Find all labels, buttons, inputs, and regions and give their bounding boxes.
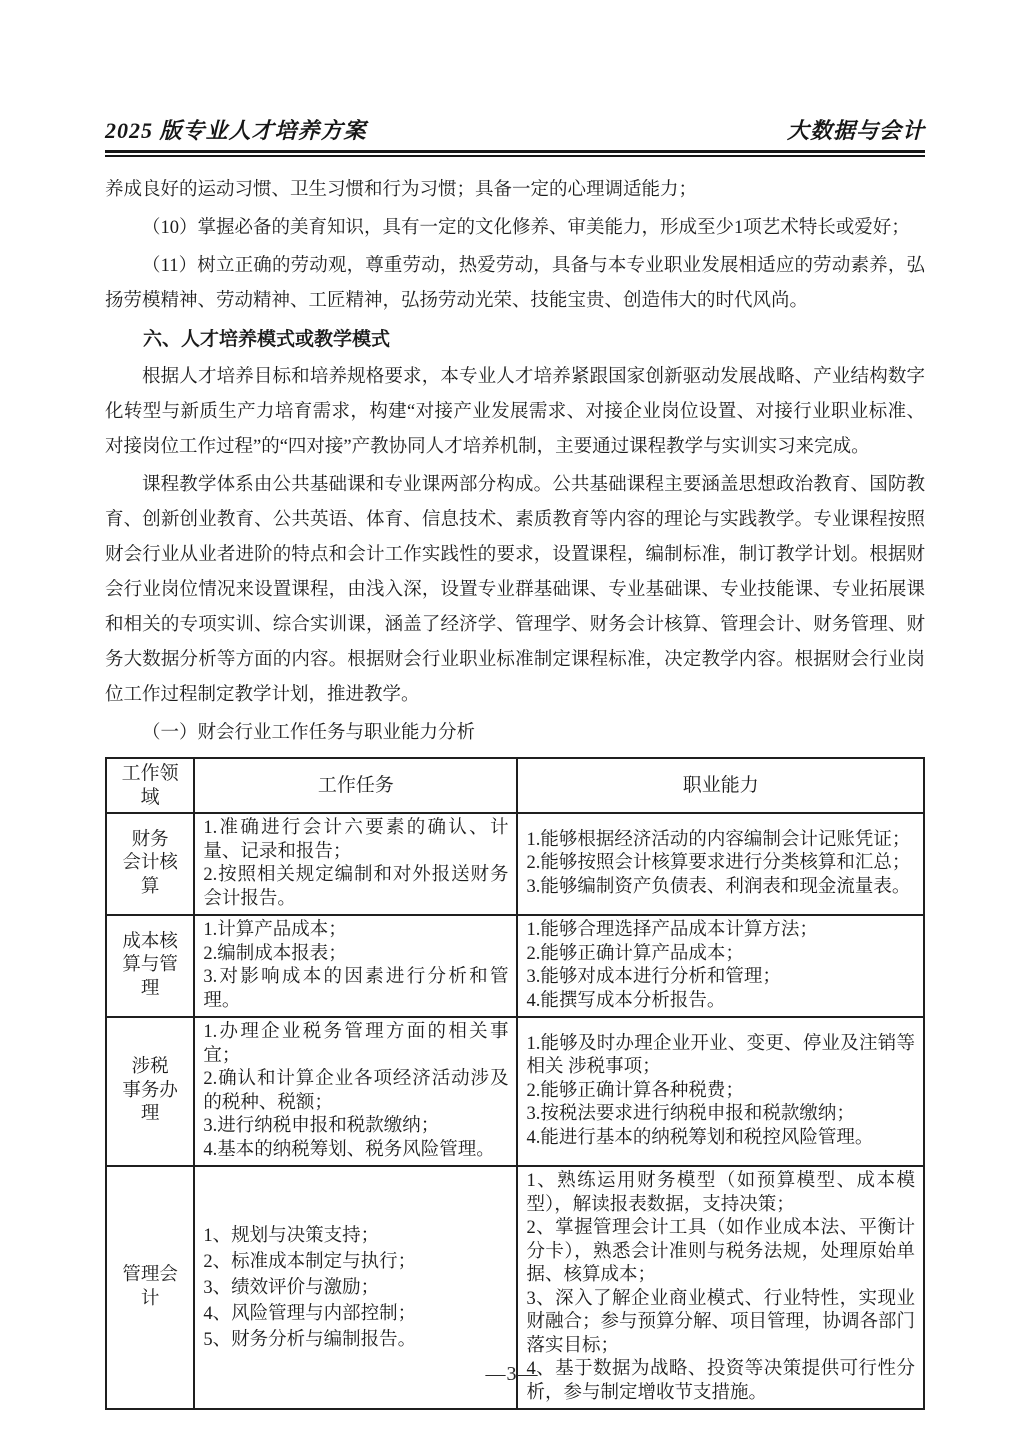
task-item: 2、标准成本制定与执行； — [203, 1251, 417, 1272]
ability-item: 3.能够对成本进行分析和管理； — [526, 967, 781, 987]
work-domain-line: 会计核算 — [122, 853, 178, 897]
header-right-title: 大数据与会计 — [786, 118, 925, 143]
work-domain-line: 财务 — [131, 829, 169, 850]
abilities-cell — [517, 1017, 924, 1166]
task-ability-table — [105, 757, 925, 1410]
document-body — [105, 173, 925, 1410]
work-domain-line: 涉税 — [131, 1057, 169, 1078]
column-header-work-tasks: 工作任务 — [194, 758, 517, 813]
work-domain-line: 成本核 — [122, 931, 178, 952]
table-row-tax-affairs — [106, 1017, 924, 1166]
work-domain-cell — [106, 915, 194, 1017]
body-paragraph: （10）掌握必备的美育知识，具有一定的文化修养、审美能力，形成至少1项艺术特长或爱好； — [142, 218, 910, 238]
task-item: 1.计算产品成本； — [203, 920, 347, 940]
body-paragraph: （11）树立正确的劳动观，尊重劳动，热爱劳动，具备与本专业职业发展相适应的劳动素养，弘扬劳模精神、劳动精神、工匠精神，弘扬劳动光荣、技能宝贵、创造伟大的时代风尚。 — [105, 256, 925, 311]
ability-item: 1.能够及时办理企业开业、变更、停业及注销等相关 涉税事项； — [526, 1033, 915, 1078]
ability-item: 2.能够按照会计核算要求进行分类核算和汇总； — [526, 853, 911, 874]
task-item: 1.办理企业税务管理方面的相关事宜； — [203, 1022, 509, 1066]
ability-item: 4.能进行基本的纳税筹划和税控风险管理。 — [526, 1127, 874, 1148]
ability-item: 3.能够编制资产负债表、利润表和现金流量表。 — [526, 876, 911, 897]
ability-item: 1、熟练运用财务模型（如预算模型、成本模型），解读报表数据，支持决策； — [526, 1171, 915, 1215]
task-item: 2.编制成本报表； — [203, 943, 347, 964]
column-header-abilities: 职业能力 — [517, 758, 924, 813]
ability-item: 1.能够合理选择产品成本计算方法； — [526, 920, 818, 940]
work-domain-line: 管理会计 — [122, 1265, 178, 1309]
task-item: 1.准确进行会计六要素的确认、计量、记录和报告； — [203, 818, 509, 862]
task-item: 3.对影响成本的因素进行分析和管理。 — [203, 967, 509, 1011]
abilities-cell — [517, 813, 924, 915]
work-tasks-cell — [194, 813, 517, 915]
header-left-title: 2025 版专业人才培养方案 — [105, 118, 367, 143]
work-domain-line: 事务办理 — [122, 1080, 178, 1125]
task-item: 3、绩效评价与激励； — [203, 1277, 380, 1298]
ability-item: 3、深入了解企业商业模式、行业特性，实现业财融合；参与预算分解、项目管理，协调各部门落实目标； — [526, 1288, 915, 1356]
task-item: 4、风险管理与内部控制； — [203, 1303, 417, 1324]
ability-item: 3.按税法要求进行纳税申报和税款缴纳； — [526, 1104, 855, 1125]
task-item: 1、规划与决策支持； — [203, 1225, 380, 1246]
subsection-heading: （一）财会行业工作任务与职业能力分析 — [142, 723, 476, 743]
abilities-cell — [517, 915, 924, 1017]
work-tasks-cell — [194, 1017, 517, 1166]
header-double-rule — [105, 150, 925, 157]
task-item: 2.按照相关规定编制和对外报送财务会计报告。 — [203, 865, 509, 909]
table-row-financial-accounting — [106, 813, 924, 915]
task-item: 3.进行纳税申报和税款缴纳； — [203, 1116, 440, 1136]
ability-item: 1.能够根据经济活动的内容编制会计记账凭证； — [526, 829, 911, 850]
table-body — [106, 813, 924, 1409]
ability-item: 2.能够正确计算产品成本； — [526, 943, 744, 964]
section-heading: 六、人才培养模式或教学模式 — [143, 329, 391, 350]
work-domain-line: 算与管理 — [122, 955, 178, 999]
work-domain-cell — [106, 813, 194, 915]
task-item: 4.基本的纳税筹划、税务风险管理。 — [203, 1139, 495, 1160]
ability-item: 2.能够正确计算各种税费； — [526, 1080, 744, 1101]
running-header — [105, 0, 925, 145]
work-domain-cell — [106, 1017, 194, 1166]
ability-item: 4.能撰写成本分析报告。 — [526, 990, 726, 1011]
column-header-work-domain: 工作领域 — [106, 758, 194, 813]
work-tasks-cell — [194, 915, 517, 1017]
body-paragraph: 根据人才培养目标和培养规格要求，本专业人才培养紧跟国家创新驱动发展战略、产业结构数字化转型与新质生产力培育需求，构建“对接产业发展需求、对接企业岗位设置、对接行业职业标准、对接岗位工作过程”的“四对接”产教协同人才培养机制，主要通过课程教学与实训实习来完成。 — [105, 367, 925, 457]
ability-item: 2、掌握管理会计工具（如作业成本法、平衡计分卡），熟悉会计准则与税务法规，处理原始单据、核算成本； — [526, 1218, 915, 1285]
body-paragraph: 课程教学体系由公共基础课和专业课两部分构成。公共基础课程主要涵盖思想政治教育、国防教育、创新创业教育、公共英语、体育、信息技术、素质教育等内容的理论与实践教学。专业课程按照财会行业从业者进阶的特点和会计工作实践性的要求，设置课程，编制标准，制订教学计划。根据财会行业岗位情况来设置课程，由浅入深，设置专业群基础课、专业基础课、专业技能课、专业拓展课和相关的专项实训、综合实训课，涵盖了经济学、管理学、财务会计核算、管理会计、财务管理、财务大数据分析等方面的内容。根据财会行业职业标准制定课程标准，决定教学内容。根据财会行业岗位工作过程制定教学计划，推进教学。 — [105, 475, 925, 705]
table-header-row — [106, 758, 924, 813]
paragraphs — [105, 173, 925, 751]
body-paragraph: 养成良好的运动习惯、卫生习惯和行为习惯；具备一定的心理调适能力； — [105, 180, 698, 200]
table-row-cost-accounting — [106, 915, 924, 1017]
ability-item: 4、基于数据为战略、投资等决策提供可行性分析，参与制定增收节支措施。 — [526, 1359, 915, 1403]
task-item: 5、财务分析与编制报告。 — [203, 1329, 417, 1350]
page-number: —3— — [485, 1363, 539, 1385]
task-item: 2.确认和计算企业各项经济活动涉及的税种、税额； — [203, 1069, 509, 1113]
